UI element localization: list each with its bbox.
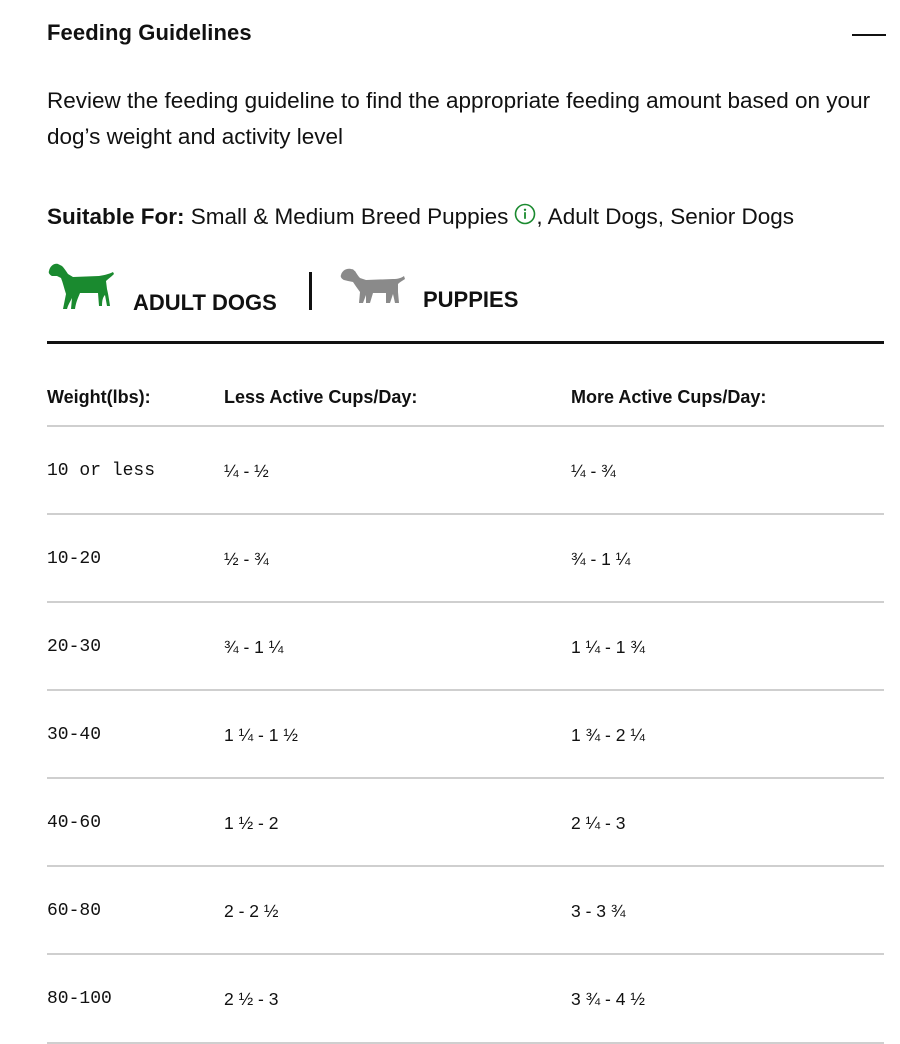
table-row: [47, 425, 884, 513]
suitable-for-first: Small & Medium Breed Puppies: [184, 204, 509, 229]
suitable-for: [47, 201, 794, 233]
column-header-less-active: Less Active Cups/Day:: [224, 387, 418, 407]
cell-weight: 40-60: [47, 813, 102, 833]
puppy-icon: [338, 266, 406, 308]
cell-less-active: ¼ - ½: [224, 461, 269, 481]
cell-weight: 80-100: [47, 989, 112, 1009]
cell-more-active: ¾ - 1 ¼: [571, 549, 631, 569]
suitable-for-rest: , Adult Dogs, Senior Dogs: [536, 204, 795, 229]
dog-icon: [47, 262, 115, 312]
collapse-minus-icon[interactable]: [852, 24, 886, 46]
table-row: [47, 601, 884, 689]
cell-more-active: 3 - 3 ¾: [571, 901, 626, 921]
tab-separator: [309, 272, 312, 310]
cell-less-active: 1 ¼ - 1 ½: [224, 725, 298, 745]
row-divider: [47, 601, 884, 603]
cell-less-active: ¾ - 1 ¼: [224, 637, 284, 657]
suitable-for-label: Suitable For:: [47, 204, 185, 229]
cell-more-active: 3 ¾ - 4 ½: [571, 989, 645, 1009]
cell-weight: 10 or less: [47, 461, 156, 481]
cell-more-active: ¼ - ¾: [571, 461, 616, 481]
cell-less-active: 2 ½ - 3: [224, 989, 279, 1009]
section-title[interactable]: Feeding Guidelines: [47, 20, 252, 45]
cell-more-active: 1 ¼ - 1 ¾: [571, 637, 645, 657]
row-divider: [47, 953, 884, 955]
description-text: Review the feeding guideline to find the appropriate feeding amount based on your dog’s weight and activity level: [47, 88, 871, 149]
row-divider: [47, 513, 884, 515]
table-row: [47, 865, 884, 953]
column-header-weight: Weight(lbs):: [47, 387, 151, 407]
row-divider: [47, 865, 884, 867]
column-header-more-active: More Active Cups/Day:: [571, 387, 767, 407]
tab-active-underline: [47, 341, 884, 344]
table-row: [47, 689, 884, 777]
tab-label-puppies: PUPPIES: [423, 287, 519, 312]
info-icon[interactable]: [514, 203, 536, 225]
table-row: [47, 777, 884, 865]
row-divider: [47, 777, 884, 779]
tab-label-adult-dogs: ADULT DOGS: [133, 290, 277, 315]
table-row: [47, 953, 884, 1041]
cell-weight: 60-80: [47, 901, 102, 921]
cell-weight: 30-40: [47, 725, 102, 745]
cell-weight: 20-30: [47, 637, 102, 657]
cell-more-active: 2 ¼ - 3: [571, 813, 626, 833]
cell-less-active: 2 - 2 ½: [224, 901, 279, 921]
cell-less-active: 1 ½ - 2: [224, 813, 279, 833]
cell-weight: 10-20: [47, 549, 102, 569]
table-row: [47, 513, 884, 601]
row-divider: [47, 689, 884, 691]
cell-more-active: 1 ¾ - 2 ¼: [571, 725, 645, 745]
row-divider: [47, 425, 884, 427]
cell-less-active: ½ - ¾: [224, 549, 269, 569]
